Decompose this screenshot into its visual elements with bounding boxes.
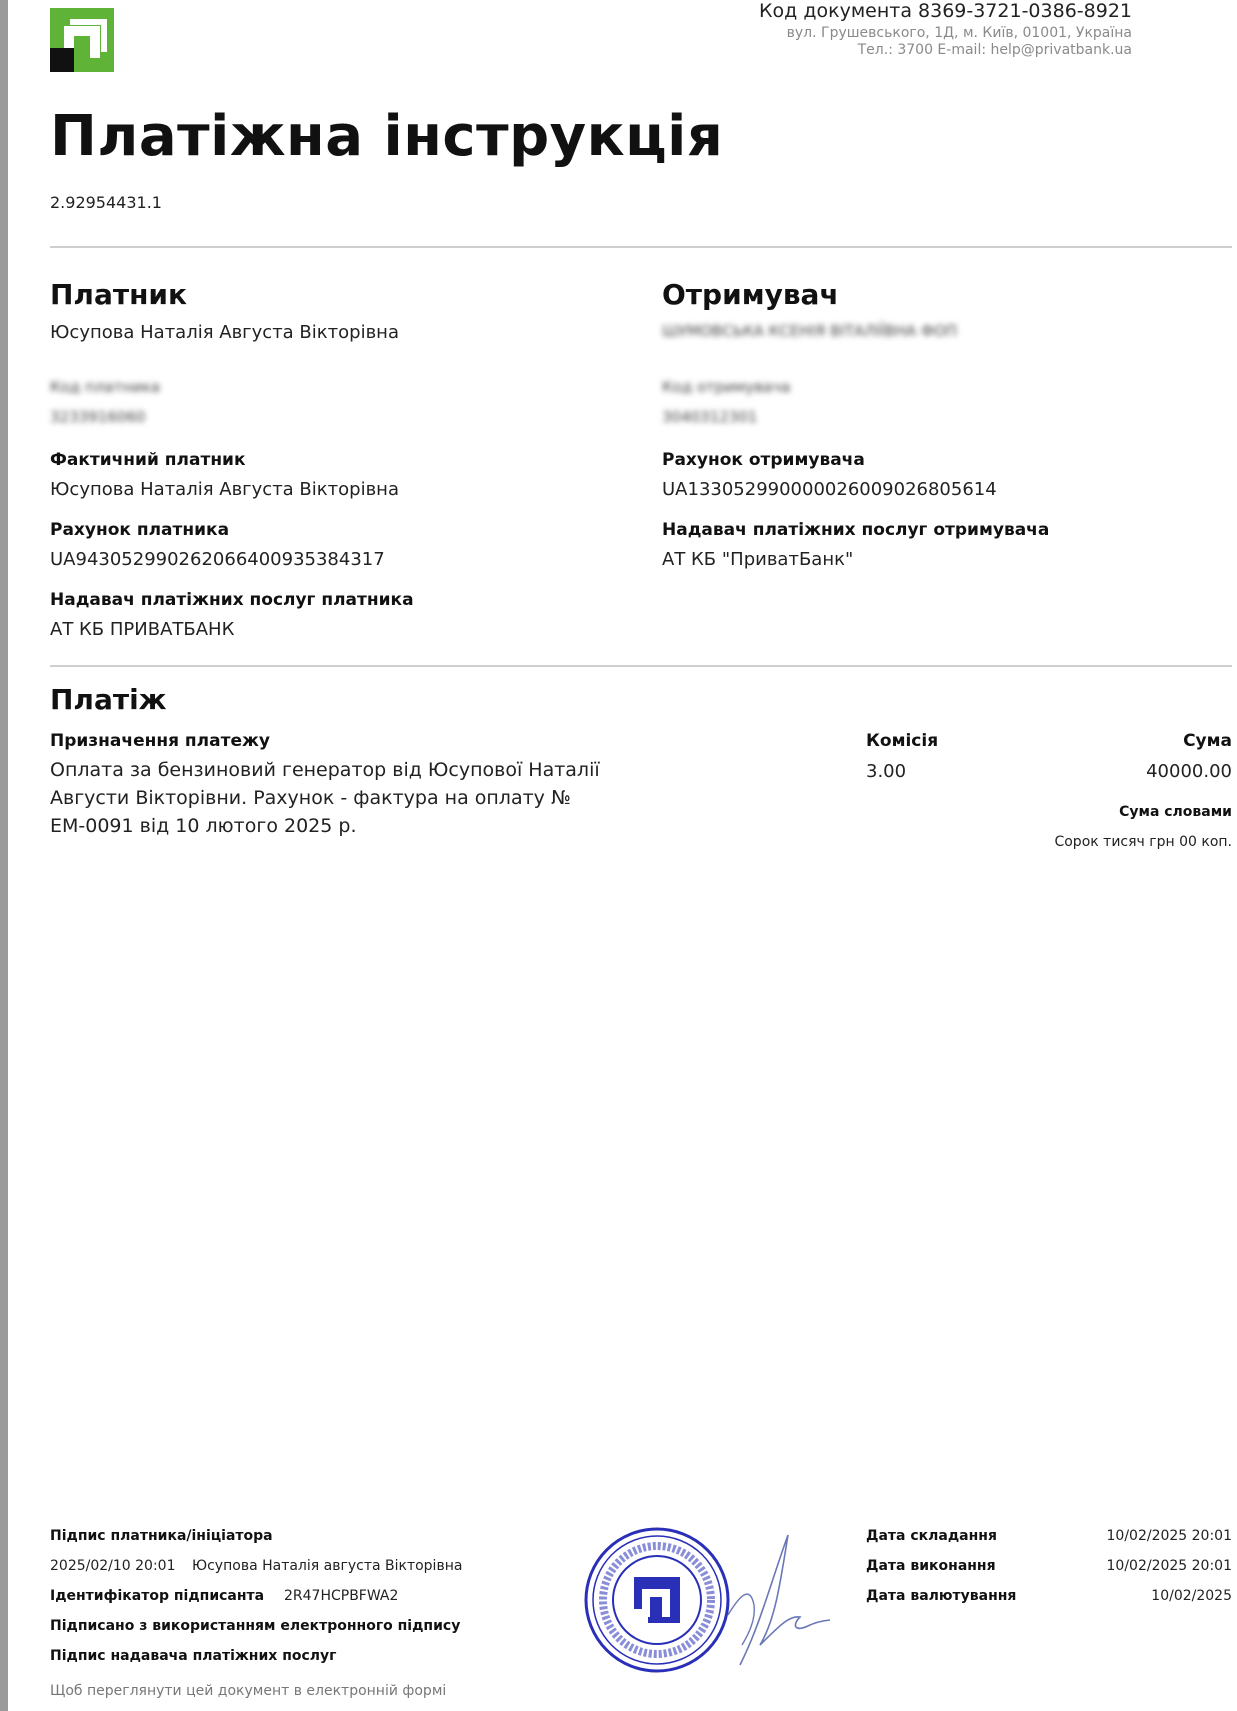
view-note: Щоб переглянути цей документ в електронній формі — [50, 1683, 447, 1699]
recipient-code-label: Код отримувача — [662, 378, 791, 396]
actual-payer-label: Фактичний платник — [50, 450, 246, 470]
document-number: 2.92954431.1 — [50, 193, 162, 212]
sum-label: Сума — [1183, 731, 1232, 751]
divider — [50, 665, 1232, 667]
recipient-provider-label: Надавач платіжних послуг отримувача — [662, 520, 1050, 540]
privatbank-logo — [50, 8, 114, 72]
esign-note: Підписано з використанням електронного підпису — [50, 1618, 461, 1634]
payer-code-value: 3233916060 — [50, 408, 146, 426]
date-created-value: 10/02/2025 20:01 — [1106, 1528, 1232, 1544]
signer-id-value: 2R47HCPBFWA2 — [284, 1588, 399, 1604]
recipient-name: ШУМОВСЬКА КСЕНІЯ ВІТАЛІЇВНА ФОП — [662, 322, 958, 340]
handwritten-signature — [720, 1525, 840, 1675]
date-created-label: Дата складання — [866, 1528, 997, 1544]
document-code: Код документа 8369-3721-0386-8921 — [759, 0, 1132, 22]
bank-stamp-seal — [582, 1525, 732, 1675]
provider-sign-label: Підпис надавача платіжних послуг — [50, 1648, 337, 1664]
signer-id-label: Ідентифікатор підписанта — [50, 1588, 265, 1604]
sum-words-label: Сума словами — [1119, 804, 1232, 820]
payer-account-label: Рахунок платника — [50, 520, 230, 540]
signature-label: Підпис платника/ініціатора — [50, 1528, 273, 1544]
commission-label: Комісія — [866, 731, 939, 751]
page-title: Платіжна інструкція — [50, 104, 724, 169]
payer-section-title: Платник — [50, 278, 188, 311]
sum-words-value: Сорок тисяч грн 00 коп. — [1054, 834, 1232, 850]
signature-name: Юсупова Наталія августа Вікторівна — [192, 1558, 463, 1574]
date-value-label: Дата валютування — [866, 1588, 1017, 1604]
payment-section-title: Платіж — [50, 683, 167, 716]
payer-code-label: Код платника — [50, 378, 161, 396]
bank-address: вул. Грушевського, 1Д, м. Київ, 01001, Україна — [786, 25, 1132, 41]
actual-payer-value: Юсупова Наталія Августа Вікторівна — [50, 479, 399, 500]
purpose-value: Оплата за бензиновий генератор від Юсупової Наталії Августи Вікторівни. Рахунок - фактура на оплату № ЕМ-0091 від 10 лютого 2025 р. — [50, 759, 600, 837]
date-value-value: 10/02/2025 — [1151, 1588, 1232, 1604]
purpose-label: Призначення платежу — [50, 731, 270, 751]
payer-provider-value: АТ КБ ПРИВАТБАНК — [50, 619, 235, 640]
recipient-account-label: Рахунок отримувача — [662, 450, 865, 470]
payer-name: Юсупова Наталія Августа Вікторівна — [50, 322, 399, 343]
recipient-code-value: 3040312301 — [662, 408, 758, 426]
commission-value: 3.00 — [866, 761, 907, 782]
bank-contacts: Тел.: 3700 E-mail: help@privatbank.ua — [857, 42, 1132, 58]
recipient-provider-value: АТ КБ "ПриватБанк" — [662, 549, 854, 570]
recipient-account-value: UA133052990000026009026805614 — [662, 479, 997, 500]
date-executed-label: Дата виконання — [866, 1558, 996, 1574]
date-executed-value: 10/02/2025 20:01 — [1106, 1558, 1232, 1574]
sum-value: 40000.00 — [1146, 761, 1232, 782]
payer-account-value: UA943052990262066400935384317 — [50, 549, 385, 570]
divider — [50, 246, 1232, 248]
page-edge-shadow — [0, 0, 8, 1711]
signature-date: 2025/02/10 20:01 — [50, 1558, 176, 1574]
payer-provider-label: Надавач платіжних послуг платника — [50, 590, 414, 610]
recipient-section-title: Отримувач — [662, 278, 839, 311]
